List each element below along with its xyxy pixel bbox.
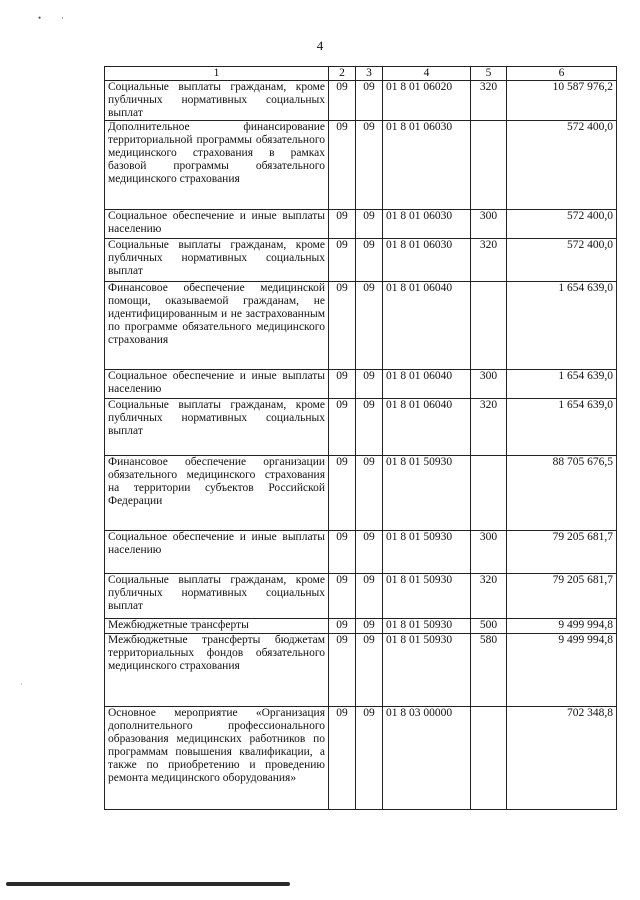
row-amount: 1 654 639,0 [507,282,617,370]
row-target-code: 01 8 01 50930 [383,574,471,619]
row-name: Социальное обеспечение и иные выплаты населению [105,531,329,574]
row-target-code: 01 8 01 50930 [383,456,471,531]
row-target-code: 01 8 01 50930 [383,531,471,574]
row-name: Финансовое обеспечение организации обязательного медицинского страхования на территории субъектов Российской Федерации [105,456,329,531]
row-expense-type: 320 [471,239,507,282]
row-subsection: 09 [356,456,383,531]
row-expense-type: 300 [471,210,507,239]
row-amount: 79 205 681,7 [507,531,617,574]
table-row [105,531,617,574]
table-row [105,634,617,707]
row-name: Социальные выплаты гражданам, кроме публичных нормативных социальных выплат [105,239,329,282]
table-row [105,707,617,810]
header-col-6: 6 [507,67,617,81]
row-subsection: 09 [356,239,383,282]
row-expense-type: 500 [471,619,507,634]
row-amount: 572 400,0 [507,210,617,239]
row-section: 09 [329,619,356,634]
row-section: 09 [329,574,356,619]
row-subsection: 09 [356,634,383,707]
row-amount: 1 654 639,0 [507,370,617,399]
row-name: Социальные выплаты гражданам, кроме публичных нормативных социальных выплат [105,574,329,619]
row-expense-type: 580 [471,634,507,707]
row-name: Межбюджетные трансферты [105,619,329,634]
table-row [105,619,617,634]
row-subsection: 09 [356,574,383,619]
table-row [105,81,617,121]
margin-mark: · [20,680,23,689]
row-target-code: 01 8 01 06030 [383,121,471,210]
table-row [105,239,617,282]
table-header-row [105,67,617,81]
header-col-2: 2 [329,67,356,81]
row-expense-type: 320 [471,574,507,619]
row-subsection: 09 [356,619,383,634]
row-section: 09 [329,370,356,399]
row-name: Социальное обеспечение и иные выплаты населению [105,370,329,399]
table-row [105,574,617,619]
row-subsection: 09 [356,399,383,456]
table-row [105,399,617,456]
row-expense-type: 300 [471,531,507,574]
header-col-3: 3 [356,67,383,81]
header-col-1: 1 [105,67,329,81]
row-target-code: 01 8 01 50930 [383,634,471,707]
row-section: 09 [329,531,356,574]
row-subsection: 09 [356,531,383,574]
row-subsection: 09 [356,121,383,210]
row-amount: 1 654 639,0 [507,399,617,456]
header-col-5: 5 [471,67,507,81]
row-subsection: 09 [356,707,383,810]
row-expense-type [471,121,507,210]
row-target-code: 01 8 01 06020 [383,81,471,121]
table-row [105,456,617,531]
header-col-4: 4 [383,67,471,81]
row-subsection: 09 [356,210,383,239]
row-amount: 88 705 676,5 [507,456,617,531]
scan-edge-bar [6,882,290,886]
row-section: 09 [329,282,356,370]
row-amount: 572 400,0 [507,121,617,210]
row-target-code: 01 8 01 06040 [383,399,471,456]
row-section: 09 [329,456,356,531]
table-row [105,210,617,239]
row-name: Межбюджетные трансферты бюджетам территориальных фондов обязательного медицинского страхования [105,634,329,707]
row-expense-type: 320 [471,399,507,456]
row-name: Дополнительное финансирование территориальной программы обязательного медицинского страхования в рамках базовой программы обязательного медицинского страхования [105,121,329,210]
row-subsection: 09 [356,282,383,370]
row-target-code: 01 8 01 50930 [383,619,471,634]
row-amount: 9 499 994,8 [507,619,617,634]
page-number: 4 [316,38,324,53]
row-target-code: 01 8 01 06040 [383,370,471,399]
row-amount: 9 499 994,8 [507,634,617,707]
row-name: Социальное обеспечение и иные выплаты населению [105,210,329,239]
row-subsection: 09 [356,370,383,399]
row-amount: 10 587 976,2 [507,81,617,121]
row-target-code: 01 8 03 00000 [383,707,471,810]
row-section: 09 [329,634,356,707]
row-name: Основное мероприятие «Организация дополнительного профессионального образования медицинских работников по программам повышения квалификации, а также по приобретению и проведению ремонта медицинского оборудования» [105,707,329,810]
row-name: Социальные выплаты гражданам, кроме публичных нормативных социальных выплат [105,399,329,456]
row-target-code: 01 8 01 06040 [383,282,471,370]
row-subsection: 09 [356,81,383,121]
scan-speck: • [38,13,42,23]
row-expense-type [471,707,507,810]
row-section: 09 [329,121,356,210]
row-section: 09 [329,210,356,239]
row-expense-type: 300 [471,370,507,399]
row-section: 09 [329,81,356,121]
budget-table [104,66,617,810]
row-expense-type [471,282,507,370]
table-row [105,282,617,370]
row-name: Социальные выплаты гражданам, кроме публичных нормативных социальных выплат [105,81,329,121]
row-name: Финансовое обеспечение медицинской помощи, оказываемой гражданам, не идентифицированным и не застрахованным по программе обязательного медицинского страхования [105,282,329,370]
row-expense-type: 320 [471,81,507,121]
scan-speck: · [61,13,64,23]
row-expense-type [471,456,507,531]
row-section: 09 [329,707,356,810]
table-row [105,121,617,210]
row-amount: 79 205 681,7 [507,574,617,619]
row-target-code: 01 8 01 06030 [383,210,471,239]
row-amount: 702 348,8 [507,707,617,810]
row-amount: 572 400,0 [507,239,617,282]
row-section: 09 [329,239,356,282]
row-target-code: 01 8 01 06030 [383,239,471,282]
table-row [105,370,617,399]
row-section: 09 [329,399,356,456]
